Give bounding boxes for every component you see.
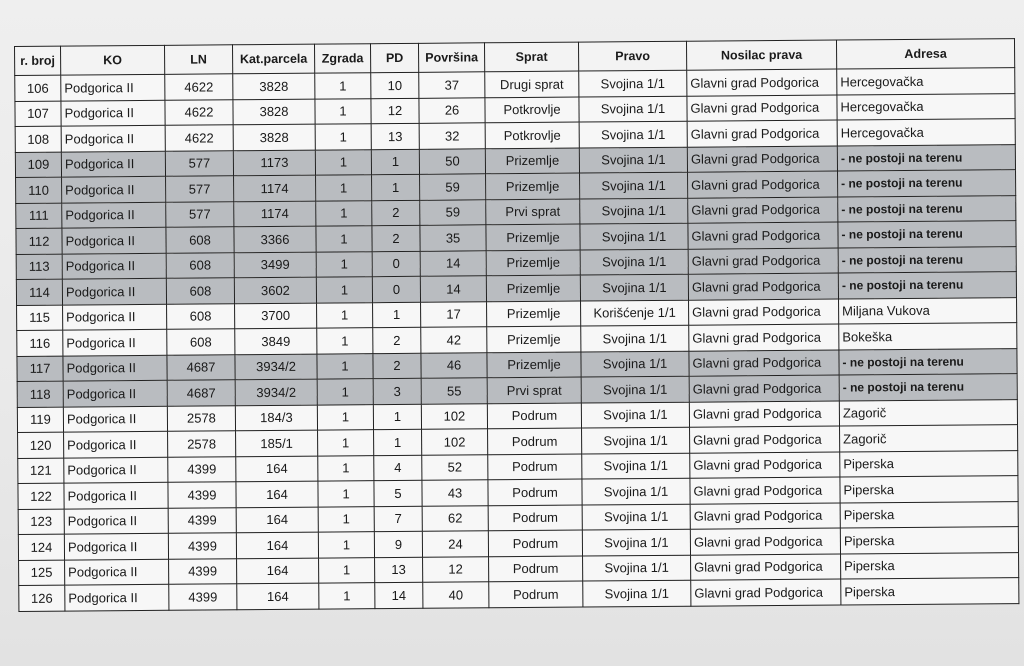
cell-sprat: Podrum bbox=[487, 403, 581, 429]
cell-zgrada: 1 bbox=[318, 532, 374, 558]
cell-zgrada: 1 bbox=[317, 379, 373, 405]
cell-ln: 2578 bbox=[168, 431, 236, 457]
cell-ko: Podgorica II bbox=[63, 355, 167, 381]
cell-adresa: - ne postoji na terenu bbox=[839, 374, 1017, 401]
cell-adresa: - ne postoji na terenu bbox=[838, 170, 1016, 197]
cell-adresa: Zagorič bbox=[839, 399, 1017, 426]
cell-rbroj: 109 bbox=[15, 152, 61, 178]
cell-povrsina: 42 bbox=[421, 327, 487, 353]
cell-pd: 1 bbox=[373, 302, 421, 328]
cell-ko: Podgorica II bbox=[65, 584, 169, 610]
cell-nosilac-prava: Glavni grad Podgorica bbox=[689, 401, 839, 428]
cell-adresa: - ne postoji na terenu bbox=[839, 348, 1017, 375]
cell-pd: 2 bbox=[372, 225, 420, 251]
cell-povrsina: 43 bbox=[422, 480, 488, 506]
cell-zgrada: 1 bbox=[315, 98, 371, 124]
cell-pravo: Svojina 1/1 bbox=[579, 121, 687, 147]
cell-adresa: Zagorič bbox=[840, 425, 1018, 452]
header-pravo: Pravo bbox=[578, 41, 686, 71]
cell-rbroj: 124 bbox=[18, 534, 64, 560]
cell-povrsina: 40 bbox=[423, 582, 489, 608]
cell-zgrada: 1 bbox=[316, 277, 372, 303]
cell-nosilac-prava: Glavni grad Podgorica bbox=[687, 69, 837, 96]
cell-pd: 14 bbox=[375, 582, 423, 608]
cell-katparcela: 3366 bbox=[234, 226, 316, 252]
cell-ko: Podgorica II bbox=[64, 457, 168, 483]
cell-adresa: Piperska bbox=[841, 578, 1019, 605]
cell-katparcela: 164 bbox=[237, 558, 319, 584]
cell-katparcela: 184/3 bbox=[235, 405, 317, 431]
cell-pravo: Svojina 1/1 bbox=[580, 223, 688, 249]
cell-sprat: Prizemlje bbox=[486, 173, 580, 199]
cell-sprat: Podrum bbox=[488, 428, 582, 454]
cell-sprat: Prvi sprat bbox=[487, 377, 581, 403]
cell-sprat: Prizemlje bbox=[487, 352, 581, 378]
cell-pd: 2 bbox=[373, 353, 421, 379]
cell-ko: Podgorica II bbox=[65, 559, 169, 585]
cell-nosilac-prava: Glavni grad Podgorica bbox=[687, 146, 837, 173]
cell-sprat: Potkrovlje bbox=[485, 97, 579, 123]
cell-sprat: Prizemlje bbox=[486, 224, 580, 250]
cell-sprat: Prizemlje bbox=[487, 326, 581, 352]
cell-adresa: - ne postoji na terenu bbox=[838, 272, 1016, 299]
cell-zgrada: 1 bbox=[316, 200, 372, 226]
cell-ko: Podgorica II bbox=[62, 202, 166, 228]
cell-nosilac-prava: Glavni grad Podgorica bbox=[687, 120, 837, 147]
cell-sprat: Prizemlje bbox=[487, 301, 581, 327]
cell-adresa: Piperska bbox=[840, 450, 1018, 477]
cell-ko: Podgorica II bbox=[63, 380, 167, 406]
cell-pd: 10 bbox=[371, 72, 419, 98]
cell-katparcela: 3849 bbox=[235, 328, 317, 354]
cell-sprat: Podrum bbox=[489, 581, 583, 607]
cell-ln: 4399 bbox=[169, 584, 237, 610]
header-ln: LN bbox=[164, 45, 232, 75]
cell-rbroj: 115 bbox=[17, 305, 63, 331]
cell-pravo: Svojina 1/1 bbox=[583, 580, 691, 606]
cell-pd: 1 bbox=[372, 174, 420, 200]
cell-katparcela: 185/1 bbox=[236, 430, 318, 456]
cell-nosilac-prava: Glavni grad Podgorica bbox=[688, 248, 838, 275]
cell-pd: 5 bbox=[374, 480, 422, 506]
header-nosilac-prava: Nosilac prava bbox=[686, 40, 836, 70]
cell-katparcela: 3934/2 bbox=[235, 354, 317, 380]
cell-zgrada: 1 bbox=[317, 353, 373, 379]
cell-adresa: - ne postoji na terenu bbox=[838, 195, 1016, 222]
cell-ln: 4622 bbox=[165, 125, 233, 151]
cell-rbroj: 121 bbox=[18, 458, 64, 484]
cell-katparcela: 3499 bbox=[234, 252, 316, 278]
cell-ln: 4687 bbox=[167, 380, 235, 406]
cell-katparcela: 1174 bbox=[234, 175, 316, 201]
cell-nosilac-prava: Glavni grad Podgorica bbox=[689, 299, 839, 326]
cell-adresa: Piperska bbox=[840, 501, 1018, 528]
cell-povrsina: 102 bbox=[422, 429, 488, 455]
cell-pd: 0 bbox=[372, 251, 420, 277]
cell-ln: 608 bbox=[166, 227, 234, 253]
cell-ln: 608 bbox=[166, 252, 234, 278]
cell-ln: 577 bbox=[166, 176, 234, 202]
cell-adresa: Bokeška bbox=[839, 323, 1017, 350]
cell-ln: 577 bbox=[165, 150, 233, 176]
property-table bbox=[14, 38, 1019, 611]
cell-zgrada: 1 bbox=[318, 506, 374, 532]
cell-pravo: Svojina 1/1 bbox=[580, 274, 688, 300]
header-zgrada: Zgrada bbox=[314, 44, 370, 73]
cell-zgrada: 1 bbox=[317, 404, 373, 430]
cell-zgrada: 1 bbox=[318, 430, 374, 456]
cell-zgrada: 1 bbox=[319, 583, 375, 609]
cell-pd: 9 bbox=[374, 531, 422, 557]
cell-nosilac-prava: Glavni grad Podgorica bbox=[690, 452, 840, 479]
cell-ln: 608 bbox=[167, 329, 235, 355]
cell-zgrada: 1 bbox=[316, 175, 372, 201]
cell-ko: Podgorica II bbox=[63, 304, 167, 330]
cell-ko: Podgorica II bbox=[64, 482, 168, 508]
cell-ko: Podgorica II bbox=[61, 151, 165, 177]
cell-nosilac-prava: Glavni grad Podgorica bbox=[688, 222, 838, 249]
cell-pd: 7 bbox=[374, 506, 422, 532]
cell-pravo: Svojina 1/1 bbox=[580, 198, 688, 224]
cell-ko: Podgorica II bbox=[64, 508, 168, 534]
cell-ln: 4399 bbox=[168, 533, 236, 559]
cell-rbroj: 125 bbox=[19, 560, 65, 586]
cell-adresa: Hercegovačka bbox=[837, 68, 1015, 95]
cell-nosilac-prava: Glavni grad Podgorica bbox=[689, 375, 839, 402]
cell-nosilac-prava: Glavni grad Podgorica bbox=[688, 171, 838, 198]
cell-pravo: Svojina 1/1 bbox=[582, 504, 690, 530]
cell-sprat: Drugi sprat bbox=[485, 71, 579, 97]
cell-povrsina: 14 bbox=[420, 250, 486, 276]
cell-pd: 0 bbox=[372, 276, 420, 302]
cell-ko: Podgorica II bbox=[62, 278, 166, 304]
cell-adresa: Piperska bbox=[840, 476, 1018, 503]
cell-zgrada: 1 bbox=[316, 251, 372, 277]
cell-zgrada: 1 bbox=[315, 73, 371, 99]
cell-povrsina: 32 bbox=[419, 123, 485, 149]
cell-sprat: Podrum bbox=[489, 556, 583, 582]
cell-pravo: Korišćenje 1/1 bbox=[581, 300, 689, 326]
cell-katparcela: 1173 bbox=[233, 150, 315, 176]
cell-povrsina: 37 bbox=[419, 72, 485, 98]
header-rbroj: r. broj bbox=[15, 46, 61, 75]
cell-ko: Podgorica II bbox=[64, 533, 168, 559]
cell-rbroj: 106 bbox=[15, 75, 61, 101]
cell-sprat: Prizemlje bbox=[486, 250, 580, 276]
cell-povrsina: 59 bbox=[420, 174, 486, 200]
cell-ko: Podgorica II bbox=[61, 125, 165, 151]
cell-nosilac-prava: Glavni grad Podgorica bbox=[691, 579, 841, 606]
cell-katparcela: 3934/2 bbox=[235, 379, 317, 405]
cell-zgrada: 1 bbox=[317, 302, 373, 328]
cell-sprat: Prizemlje bbox=[486, 275, 580, 301]
cell-ko: Podgorica II bbox=[62, 253, 166, 279]
cell-rbroj: 122 bbox=[18, 483, 64, 509]
cell-ln: 608 bbox=[166, 278, 234, 304]
cell-nosilac-prava: Glavni grad Podgorica bbox=[690, 426, 840, 453]
cell-ln: 4622 bbox=[165, 74, 233, 100]
cell-pd: 4 bbox=[374, 455, 422, 481]
cell-ln: 4687 bbox=[167, 354, 235, 380]
cell-katparcela: 1174 bbox=[234, 201, 316, 227]
cell-rbroj: 119 bbox=[17, 407, 63, 433]
cell-nosilac-prava: Glavni grad Podgorica bbox=[688, 197, 838, 224]
cell-ko: Podgorica II bbox=[64, 431, 168, 457]
cell-povrsina: 24 bbox=[422, 531, 488, 557]
cell-povrsina: 46 bbox=[421, 352, 487, 378]
cell-adresa: Piperska bbox=[840, 527, 1018, 554]
cell-ln: 4399 bbox=[169, 558, 237, 584]
cell-katparcela: 164 bbox=[237, 583, 319, 609]
cell-rbroj: 111 bbox=[16, 203, 62, 229]
cell-katparcela: 164 bbox=[236, 532, 318, 558]
cell-pravo: Svojina 1/1 bbox=[579, 147, 687, 173]
cell-pravo: Svojina 1/1 bbox=[583, 555, 691, 581]
cell-povrsina: 12 bbox=[423, 556, 489, 582]
cell-ln: 4399 bbox=[168, 507, 236, 533]
cell-katparcela: 164 bbox=[236, 507, 318, 533]
cell-ln: 4622 bbox=[165, 99, 233, 125]
cell-adresa: - ne postoji na terenu bbox=[838, 246, 1016, 273]
cell-sprat: Prizemlje bbox=[485, 148, 579, 174]
cell-adresa: Piperska bbox=[841, 552, 1019, 579]
header-ko: KO bbox=[61, 45, 165, 75]
table-body bbox=[15, 68, 1019, 611]
cell-pravo: Svojina 1/1 bbox=[581, 351, 689, 377]
cell-katparcela: 3700 bbox=[235, 303, 317, 329]
cell-ln: 4399 bbox=[168, 482, 236, 508]
cell-pd: 1 bbox=[371, 149, 419, 175]
cell-nosilac-prava: Glavni grad Podgorica bbox=[690, 477, 840, 504]
cell-pd: 1 bbox=[373, 404, 421, 430]
cell-nosilac-prava: Glavni grad Podgorica bbox=[687, 95, 837, 122]
cell-sprat: Potkrovlje bbox=[485, 122, 579, 148]
cell-pravo: Svojina 1/1 bbox=[582, 453, 690, 479]
header-katparcela: Kat.parcela bbox=[232, 44, 314, 74]
cell-nosilac-prava: Glavni grad Podgorica bbox=[691, 554, 841, 581]
cell-nosilac-prava: Glavni grad Podgorica bbox=[690, 528, 840, 555]
cell-povrsina: 55 bbox=[421, 378, 487, 404]
cell-rbroj: 117 bbox=[17, 356, 63, 382]
cell-ln: 4399 bbox=[168, 456, 236, 482]
cell-adresa: - ne postoji na terenu bbox=[838, 221, 1016, 248]
cell-zgrada: 1 bbox=[319, 557, 375, 583]
cell-rbroj: 107 bbox=[15, 101, 61, 127]
cell-ko: Podgorica II bbox=[63, 329, 167, 355]
header-pd: PD bbox=[370, 43, 418, 72]
cell-ko: Podgorica II bbox=[61, 74, 165, 100]
cell-sprat: Podrum bbox=[488, 505, 582, 531]
cell-rbroj: 112 bbox=[16, 228, 62, 254]
cell-povrsina: 50 bbox=[419, 148, 485, 174]
cell-nosilac-prava: Glavni grad Podgorica bbox=[689, 324, 839, 351]
cell-katparcela: 3828 bbox=[233, 124, 315, 150]
cell-povrsina: 59 bbox=[420, 199, 486, 225]
cell-pravo: Svojina 1/1 bbox=[580, 249, 688, 275]
cell-katparcela: 3602 bbox=[234, 277, 316, 303]
cell-povrsina: 26 bbox=[419, 97, 485, 123]
cell-pravo: Svojina 1/1 bbox=[579, 70, 687, 96]
cell-adresa: Hercegovačka bbox=[837, 119, 1015, 146]
cell-ko: Podgorica II bbox=[62, 176, 166, 202]
cell-zgrada: 1 bbox=[315, 124, 371, 150]
cell-pd: 13 bbox=[375, 557, 423, 583]
cell-katparcela: 164 bbox=[236, 481, 318, 507]
cell-rbroj: 110 bbox=[16, 177, 62, 203]
cell-katparcela: 3828 bbox=[233, 73, 315, 99]
cell-katparcela: 164 bbox=[236, 456, 318, 482]
cell-povrsina: 62 bbox=[422, 505, 488, 531]
document-sheet bbox=[14, 38, 1018, 611]
cell-pravo: Svojina 1/1 bbox=[580, 172, 688, 198]
cell-rbroj: 118 bbox=[17, 381, 63, 407]
cell-katparcela: 3828 bbox=[233, 99, 315, 125]
cell-pd: 2 bbox=[372, 200, 420, 226]
cell-rbroj: 114 bbox=[16, 279, 62, 305]
cell-ln: 608 bbox=[167, 303, 235, 329]
cell-pravo: Svojina 1/1 bbox=[582, 427, 690, 453]
cell-adresa: Hercegovačka bbox=[837, 93, 1015, 120]
cell-rbroj: 120 bbox=[18, 432, 64, 458]
cell-sprat: Prvi sprat bbox=[486, 199, 580, 225]
cell-pravo: Svojina 1/1 bbox=[581, 376, 689, 402]
cell-povrsina: 17 bbox=[421, 301, 487, 327]
cell-zgrada: 1 bbox=[315, 149, 371, 175]
cell-pravo: Svojina 1/1 bbox=[579, 96, 687, 122]
cell-pd: 2 bbox=[373, 327, 421, 353]
cell-povrsina: 52 bbox=[422, 454, 488, 480]
cell-rbroj: 123 bbox=[18, 509, 64, 535]
cell-pravo: Svojina 1/1 bbox=[581, 402, 689, 428]
cell-pd: 3 bbox=[373, 378, 421, 404]
cell-sprat: Podrum bbox=[488, 454, 582, 480]
header-povrsina: Površina bbox=[418, 43, 484, 73]
cell-zgrada: 1 bbox=[318, 481, 374, 507]
cell-rbroj: 108 bbox=[15, 126, 61, 152]
cell-rbroj: 116 bbox=[17, 330, 63, 356]
cell-pd: 12 bbox=[371, 98, 419, 124]
cell-ko: Podgorica II bbox=[61, 100, 165, 126]
cell-sprat: Podrum bbox=[488, 530, 582, 556]
cell-rbroj: 113 bbox=[16, 254, 62, 280]
cell-rbroj: 126 bbox=[19, 585, 65, 611]
header-adresa: Adresa bbox=[836, 39, 1014, 69]
cell-zgrada: 1 bbox=[317, 328, 373, 354]
cell-ko: Podgorica II bbox=[62, 227, 166, 253]
cell-sprat: Podrum bbox=[488, 479, 582, 505]
cell-nosilac-prava: Glavni grad Podgorica bbox=[688, 273, 838, 300]
cell-ln: 2578 bbox=[167, 405, 235, 431]
cell-povrsina: 102 bbox=[421, 403, 487, 429]
cell-nosilac-prava: Glavni grad Podgorica bbox=[690, 503, 840, 530]
cell-pravo: Svojina 1/1 bbox=[581, 325, 689, 351]
cell-pd: 13 bbox=[371, 123, 419, 149]
cell-ln: 577 bbox=[166, 201, 234, 227]
cell-adresa: Miljana Vukova bbox=[839, 297, 1017, 324]
header-sprat: Sprat bbox=[484, 42, 578, 72]
cell-pd: 1 bbox=[374, 429, 422, 455]
cell-pravo: Svojina 1/1 bbox=[582, 529, 690, 555]
cell-adresa: - ne postoji na terenu bbox=[837, 144, 1015, 171]
cell-zgrada: 1 bbox=[316, 226, 372, 252]
cell-povrsina: 14 bbox=[420, 276, 486, 302]
cell-ko: Podgorica II bbox=[63, 406, 167, 432]
cell-zgrada: 1 bbox=[318, 455, 374, 481]
cell-pravo: Svojina 1/1 bbox=[582, 478, 690, 504]
cell-nosilac-prava: Glavni grad Podgorica bbox=[689, 350, 839, 377]
cell-povrsina: 35 bbox=[420, 225, 486, 251]
